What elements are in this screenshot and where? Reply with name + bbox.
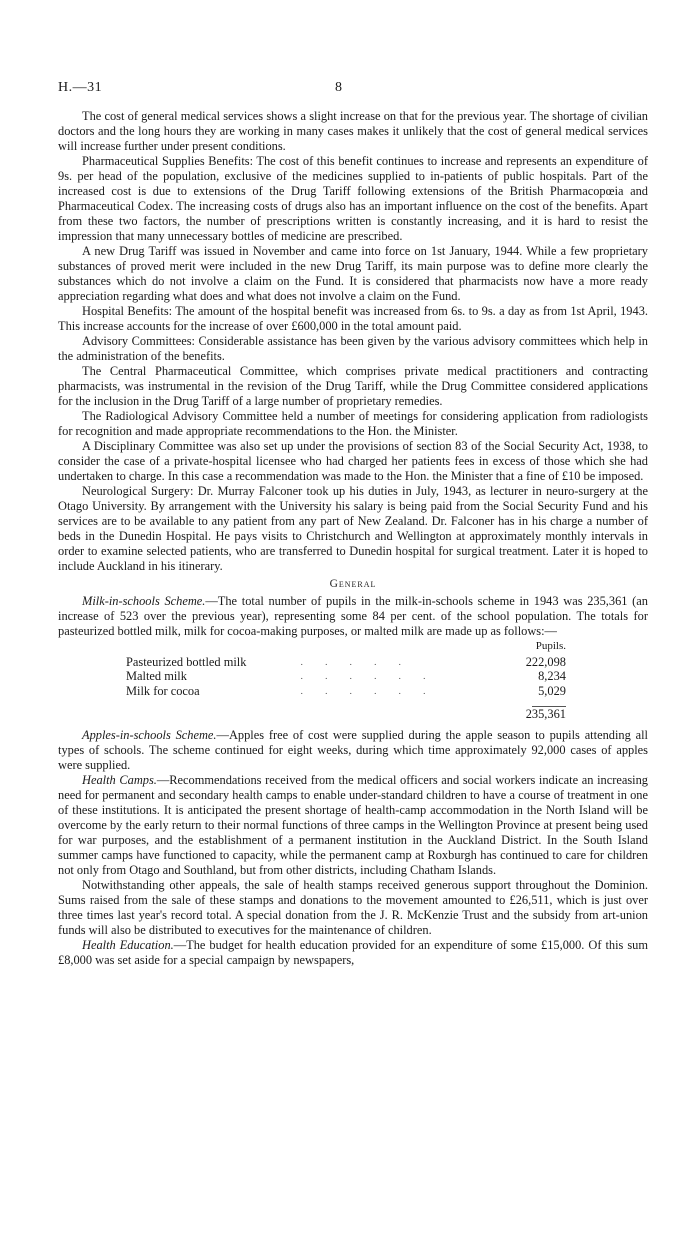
paragraph-medical-services: The cost of general medical services shows a slight increase on that for the previous year. The shortage of civilian doctors and the long hours they are working in many cases makes it unlikely that the cost of general medical services will increase further under present conditions.	[58, 109, 648, 153]
row-label: Pasteurized bottled milk	[126, 654, 247, 669]
page-number: 8	[335, 80, 342, 95]
pupils-total: 235,361	[525, 707, 566, 721]
paragraph-milk-in-schools	[58, 594, 648, 639]
milk-scheme-text: —The total number of pupils in the milk-in-schools scheme in 1943 was 235,361 (an increase of 523 over the previous year), representing some 84 per cent. of the school population. The totals for pasteurized bottled milk, milk for cocoa-making purposes, or malted milk are made up as follows:—	[58, 594, 648, 638]
row-value: 5,029	[538, 683, 566, 698]
total-cell	[496, 698, 566, 722]
pupils-column-header: Pupils.	[535, 640, 566, 652]
milk-scheme-title: Milk-in-schools Scheme.	[82, 594, 206, 608]
leader-dots: . . . . . .	[300, 671, 436, 681]
table-row	[126, 684, 566, 699]
table-row	[126, 655, 566, 670]
paragraph-pharmaceutical-benefits: Pharmaceutical Supplies Benefits: The cost of this benefit continues to increase and represents an expenditure of 9s. per head of the population, exclusive of the medicines supplied to in-patients of public hospitals. Part of the increased cost is due to extensions of the Drug Tariff following extensions of the British Pharmacopœia and Pharmaceutical Codex. The increasing costs of drugs also has an important influence on the cost of the benefits. Apart from these two factors, the number of prescriptions written is constantly increasing, and it is hard to resist the impression that many unnecessary bottles of medicine are prescribed.	[58, 154, 648, 243]
body-text	[58, 109, 648, 968]
document-reference: H.—31	[58, 80, 103, 95]
leader-dots: . . . . .	[300, 656, 411, 667]
paragraph-disciplinary: A Disciplinary Committee was also set up under the provisions of section 83 of the Social Security Act, 1938, to consider the case of a private-hospital licensee who had charged her patients fees in excess of those which she had undertaken to charge. In this case a recommendation was made to the Hon. the Minister that a fine of £10 be imposed.	[58, 439, 648, 483]
pupil-table	[126, 639, 566, 722]
paragraph-health-camps	[58, 773, 648, 878]
paragraph-radiological: The Radiological Advisory Committee held a number of meetings for considering application from radiologists for recognition and made appropriate recommendations to the Hon. the Minister.	[58, 409, 648, 438]
paragraph-central-pharmaceutical: The Central Pharmaceutical Committee, which comprises private medical practitioners and contracting pharmacists, was instrumental in the revision of the Drug Tariff, while the Drug Committee considered applications for the inclusion in the Drug Tariff of a large number of proprietary remedies.	[58, 364, 648, 408]
paragraph-health-stamps: Notwithstanding other appeals, the sale of health stamps received generous support throughout the Dominion. Sums raised from the sale of these stamps and donations to the movement amounted to £26,511, which is just over three times last year's record total. A special donation from the J. R. McKenzie Trust and the subsidy from art-union funds will also be distributed to executives for the maintenance of children.	[58, 877, 648, 937]
health-camps-title: Health Camps.	[82, 772, 157, 787]
apples-scheme-text: —Apples free of cost were supplied during the apple season to pupils attending all types of schools. The scheme continued for eight weeks, during which time approximately 92,000 cases of apples were supplied.	[58, 727, 648, 772]
table-row	[126, 669, 566, 684]
row-value: 222,098	[525, 654, 566, 669]
paragraph-hospital-benefits: Hospital Benefits: The amount of the hospital benefit was increased from 6s. to 9s. a day as from 1st April, 1943. This increase accounts for the increase of over £600,000 in the total amount paid.	[58, 304, 648, 333]
row-label: Milk for cocoa	[126, 683, 200, 698]
row-value: 8,234	[538, 669, 566, 683]
health-education-title: Health Education.	[82, 937, 174, 952]
pupil-table-header	[126, 639, 566, 655]
row-label: Malted milk	[126, 669, 187, 683]
paragraph-apples-in-schools	[58, 728, 648, 773]
apples-scheme-title: Apples-in-schools Scheme.	[82, 727, 217, 742]
paragraph-neurological-surgery: Neurological Surgery: Dr. Murray Falconer took up his duties in July, 1943, as lecturer in neuro-surgery at the Otago University. By arrangement with the University his salary is being paid from the Social Security Fund and his services are to be available to any patient from any part of New Zealand. Dr. Falconer has in his charge a number of beds in the Dunedin Hospital. He pays visits to Christchurch and Wellington at approximately monthly intervals in order to examine selected patients, who are transferred to Dunedin hospital for surgical treatment. Later it is hoped to include Auckland in his itinerary.	[58, 484, 648, 573]
section-heading-general: General	[329, 578, 377, 590]
paragraph-health-education	[58, 938, 648, 968]
health-camps-text: —Recommendations received from the medical officers and social workers indicate an increasing need for permanent and secondary health camps to enable under-standard children to have a course of treatment in one of these institutions. It is anticipated the present shortage of health-camp accommodation in the North Island will be overcome by the early return to their normal functions of three camps in the Wellington Province at present being used for war purposes, and the establishment of a permanent institution in the Auckland District. In the South Island summer camps have functioned to capacity, while the permanent camp at Roxburgh has continued to care for children not only from Otago and Southland, but from other districts, including Chatham Islands.	[58, 772, 648, 877]
paragraph-drug-tariff: A new Drug Tariff was issued in November and came into force on 1st January, 1944. While a few proprietary substances of proved merit were included in the new Drug Tariff, its main purpose was to define more clearly the substances which do not involve a claim on the Fund. It is considered that pharmacists now have a more ready appreciation regarding what does and what does not involve a claim on the Fund.	[58, 244, 648, 303]
leader-dots: . . . . . .	[300, 685, 436, 696]
table-total-row	[126, 698, 566, 722]
paragraph-advisory-committees: Advisory Committees: Considerable assistance has been given by the various advisory committees which help in the administration of the benefits.	[58, 334, 648, 363]
page-header	[58, 80, 642, 98]
health-education-text: —The budget for health education provided for an expenditure of some £15,000. Of this sum £8,000 was set aside for a special campaign by newspapers,	[58, 937, 648, 967]
